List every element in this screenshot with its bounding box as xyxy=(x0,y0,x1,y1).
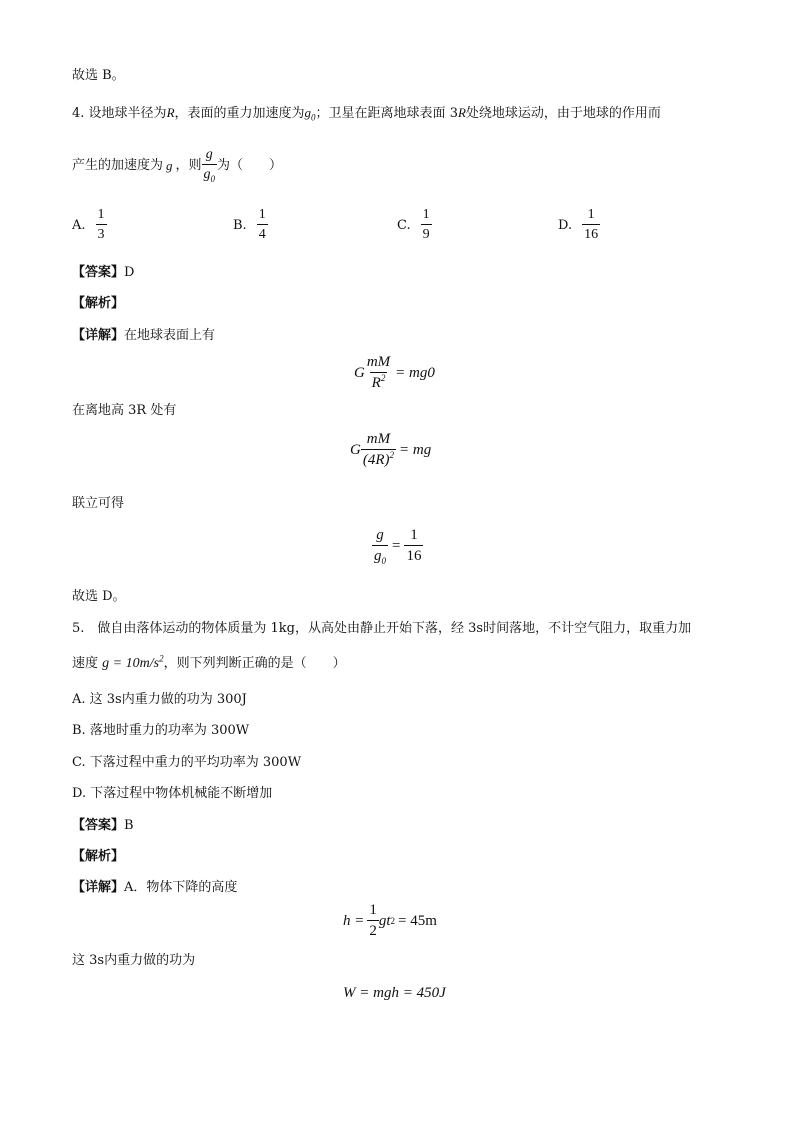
q4-text-a: 设地球半径为 xyxy=(88,106,167,121)
q4-text-e: 产生的加速度为 xyxy=(72,157,164,173)
q4-text-f: ，则 xyxy=(175,157,202,173)
q4-answer: 【答案】D xyxy=(72,265,135,280)
q4-height: 3 xyxy=(449,106,458,121)
q4-formula-orbit: G $\frac{mM}{(4R)^2}$ = mg xyxy=(350,431,432,468)
q5-option-d: D. 下落过程中物体机械能不断增加 xyxy=(72,786,273,801)
q5-stem-line1: 5. 做自由落体运动的物体质量为 1kg，从高处由静止开始下落，经 3s时间落地，不计空气阻力，取重力加 xyxy=(72,621,692,636)
q4-formula-surface: G $\frac{mM}{R^2}$ = mg 0 xyxy=(354,354,435,391)
q4-number: 4. xyxy=(72,106,85,121)
q5-formula-height: h = $\frac{1}{2}$ gt 2 = 45m xyxy=(343,902,437,939)
q5-formula-work: W = mgh = 450J xyxy=(343,985,446,1001)
q5-detail: 【详解】A．物体下降的高度 xyxy=(72,880,238,895)
q5-option-b: B. 落地时重力的功率为 300W xyxy=(72,723,250,738)
q4-option-c: C. $\frac{1}{9}$ xyxy=(397,207,430,242)
q5-work-text: 这 3s内重力做的功为 xyxy=(72,953,196,968)
q4-option-d: D. $\frac{1}{16}$ xyxy=(558,207,599,242)
q5-analysis-label: 【解析】 xyxy=(72,849,125,864)
q4-text-g: 为（ ） xyxy=(217,157,283,173)
q5-option-c: C. 下落过程中重力的平均功率为 300W xyxy=(72,755,302,770)
q4-analysis-label: 【解析】 xyxy=(72,296,125,311)
q4-ratio-fraction: $\frac{g}{g_0}$ xyxy=(203,147,216,184)
q4-detail: 【详解】在地球表面上有 xyxy=(72,328,216,343)
q5-stem-line2: 速度 $g = 10m/s^2$，则下列判断正确的是（ ） xyxy=(72,653,346,671)
previous-conclusion: 故选 B。 xyxy=(72,68,125,83)
q5-answer: 【答案】B xyxy=(72,818,134,833)
q4-g-symbol: g xyxy=(166,157,173,173)
q4-text-d: 处绕地球运动，由于地球的作用而 xyxy=(465,106,661,121)
q4-conclusion: 故选 D。 xyxy=(72,589,126,604)
q4-step2: 在离地高 3R 处有 xyxy=(72,403,177,418)
q4-height-R: R xyxy=(457,105,466,120)
q4-stem-line1 xyxy=(72,105,661,123)
q4-option-b: B. $\frac{1}{4}$ xyxy=(233,207,266,242)
q4-radius-symbol: R xyxy=(166,105,175,120)
q4-stem-line2 xyxy=(72,148,282,182)
q4-text-b: ，表面的重力加速度为 xyxy=(174,106,305,121)
q4-g0-symbol: $g_0$ xyxy=(304,105,316,123)
q5-option-a: A. 这 3s内重力做的功为 300J xyxy=(72,692,247,707)
q4-text-c: ；卫星在距离地球表面 xyxy=(315,106,446,121)
q4-option-a: A. $\frac{1}{3}$ xyxy=(72,207,105,242)
q4-step3: 联立可得 xyxy=(72,496,125,511)
q4-formula-result: $\frac{g}{g_0}$ = $\frac{1}{16}$ xyxy=(374,527,422,566)
